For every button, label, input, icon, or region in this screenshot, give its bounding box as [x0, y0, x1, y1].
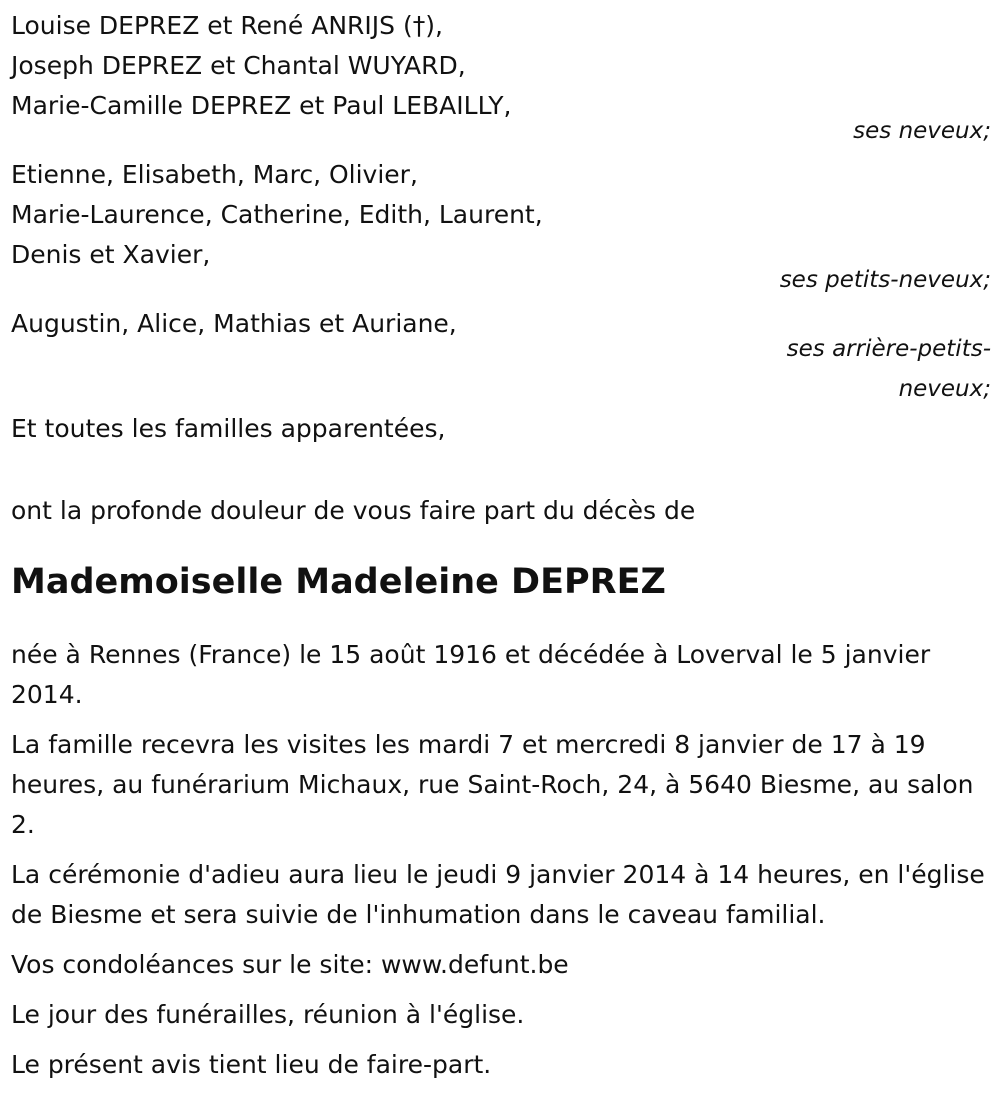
great-grand-nephew-line: Augustin, Alice, Mathias et Auriane,: [11, 309, 457, 338]
grand-nephews-role: ses petits-neveux;: [779, 267, 991, 293]
families-line: Et toutes les familles apparentées,: [11, 414, 446, 443]
great-grand-nephews-role: ses arrière-petits-: [786, 336, 991, 362]
deceased-name: Mademoiselle Madeleine DEPREZ: [11, 562, 666, 602]
grand-nephew-line: Denis et Xavier,: [11, 240, 211, 269]
grand-nephew-line: Etienne, Elisabeth, Marc, Olivier,: [11, 160, 418, 189]
great-grand-nephews-role-cont: neveux;: [898, 376, 991, 402]
notice-paragraph: Le présent avis tient lieu de faire-part.: [11, 1050, 492, 1079]
nephew-line: Marie-Camille DEPREZ et Paul LEBAILLY,: [11, 91, 512, 120]
grand-nephews-block: [11, 155, 991, 300]
great-grand-nephews-block: [11, 304, 991, 409]
grand-nephew-line: Marie-Laurence, Catherine, Edith, Laurent,: [11, 200, 543, 229]
birth-death-paragraph: née à Rennes (France) le 15 août 1916 et décédée à Loverval le 5 janvier 2014.: [11, 640, 931, 709]
funeral-meeting-paragraph: Le jour des funérailles, réunion à l'église.: [11, 1000, 525, 1029]
announcement-line: ont la profonde douleur de vous faire part du décès de: [11, 496, 696, 525]
nephews-role: ses neveux;: [853, 118, 991, 144]
condolences-paragraph: Vos condoléances sur le site: www.defunt.be: [11, 950, 569, 979]
nephews-block: [11, 6, 991, 151]
obituary-notice: [11, 6, 991, 1095]
nephew-line: Joseph DEPREZ et Chantal WUYARD,: [11, 51, 466, 80]
nephew-line: Louise DEPREZ et René ANRIJS (†),: [11, 11, 443, 40]
visits-paragraph: La famille recevra les visites les mardi 7 et mercredi 8 janvier de 17 à 19 heures, au funérarium Michaux, rue Saint-Roch, 24, à 5640 Biesme, au salon 2.: [11, 730, 974, 839]
ceremony-paragraph: La cérémonie d'adieu aura lieu le jeudi 9 janvier 2014 à 14 heures, en l'église de Biesme et sera suivie de l'inhumation dans le caveau familial.: [11, 860, 985, 929]
